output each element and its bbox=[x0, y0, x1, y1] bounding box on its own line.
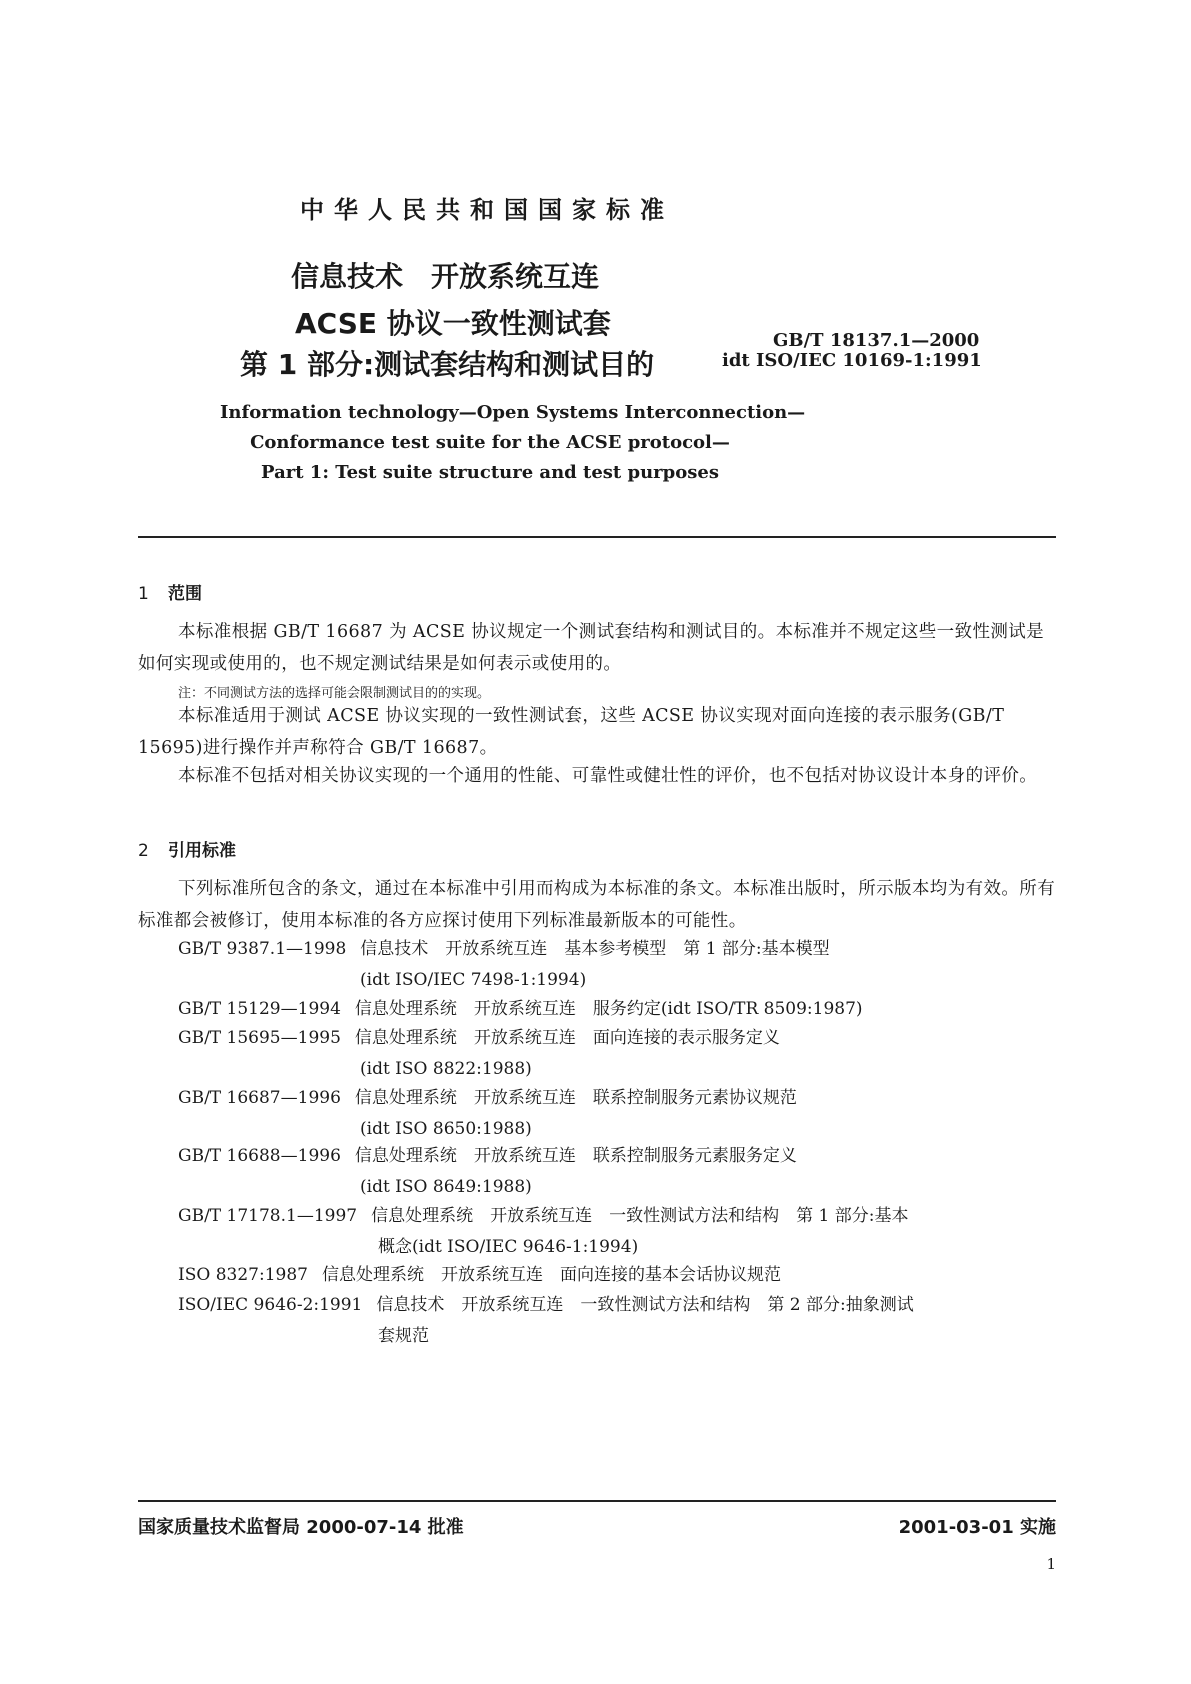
title-en-line-2: Conformance test suite for the ACSE protocol— bbox=[250, 432, 730, 453]
title-en-line-3: Part 1: Test suite structure and test purposes bbox=[261, 462, 719, 483]
reference-item bbox=[178, 1201, 1056, 1257]
scope-note: 注：不同测试方法的选择可能会限制测试目的的实现。 bbox=[178, 686, 491, 701]
reference-title: 信息技术 开放系统互连 基本参考模型 第 1 部分:基本模型 bbox=[360, 939, 830, 959]
reference-title: 信息处理系统 开放系统互连 联系控制服务元素服务定义 bbox=[354, 1146, 797, 1166]
reference-title: 信息处理系统 开放系统互连 一致性测试方法和结构 第 1 部分:基本 bbox=[371, 1206, 909, 1226]
references-intro: 下列标准所包含的条文，通过在本标准中引用而构成为本标准的条文。本标准出版时，所示版本均为有效。所有标准都会被修订，使用本标准的各方应探讨使用下列标准最新版本的可能性。 bbox=[138, 879, 1056, 931]
identical-standard: idt ISO/IEC 10169-1:1991 bbox=[722, 350, 982, 371]
reference-continuation: (idt ISO 8649:1988) bbox=[360, 1177, 532, 1197]
reference-code: GB/T 15695—1995 bbox=[178, 1028, 341, 1048]
title-cn-line-1: 信息技术 开放系统互连 bbox=[291, 260, 600, 293]
section-2-number: 2 bbox=[138, 841, 149, 861]
approval-line: 国家质量技术监督局 2000-07-14 批准 bbox=[138, 1517, 464, 1538]
reference-title: 信息处理系统 开放系统互连 面向连接的基本会话协议规范 bbox=[321, 1265, 781, 1285]
section-1-title: 范围 bbox=[168, 584, 202, 604]
reference-code: GB/T 17178.1—1997 bbox=[178, 1206, 358, 1226]
reference-code: GB/T 16688—1996 bbox=[178, 1146, 341, 1166]
reference-code: GB/T 9387.1—1998 bbox=[178, 939, 347, 959]
reference-item bbox=[178, 934, 1056, 990]
reference-continuation: 套规范 bbox=[378, 1326, 429, 1346]
reference-title: 信息处理系统 开放系统互连 面向连接的表示服务定义 bbox=[354, 1028, 780, 1048]
scope-paragraph-2: 本标准适用于测试 ACSE 协议实现的一致性测试套，这些 ACSE 协议实现对面向连接的表示服务(GB/T 15695)进行操作并声称符合 GB/T 16687。 bbox=[138, 706, 1005, 758]
reference-item bbox=[178, 1260, 1056, 1291]
reference-code: ISO 8327:1987 bbox=[178, 1265, 308, 1285]
reference-code: GB/T 16687—1996 bbox=[178, 1088, 341, 1108]
section-2-heading bbox=[138, 836, 236, 861]
reference-item bbox=[178, 994, 1056, 1025]
scope-paragraph-3: 本标准不包括对相关协议实现的一个通用的性能、可靠性或健壮性的评价，也不包括对协议设计本身的评价。 bbox=[178, 766, 1038, 786]
section-2-title: 引用标准 bbox=[168, 841, 236, 861]
reference-code: GB/T 15129—1994 bbox=[178, 999, 341, 1019]
reference-item bbox=[178, 1083, 1056, 1139]
section-1-heading bbox=[138, 579, 202, 604]
reference-item bbox=[178, 1023, 1056, 1079]
section-1-number: 1 bbox=[138, 584, 149, 604]
reference-item bbox=[178, 1290, 1056, 1346]
header-divider bbox=[138, 536, 1056, 538]
scope-paragraph-1: 本标准根据 GB/T 16687 为 ACSE 协议规定一个测试套结构和测试目的。本标准并不规定这些一致性测试是如何实现或使用的，也不规定测试结果是如何表示或使用的。 bbox=[138, 622, 1045, 674]
reference-title: 信息处理系统 开放系统互连 联系控制服务元素协议规范 bbox=[354, 1088, 797, 1108]
standard-code: GB/T 18137.1—2000 bbox=[773, 330, 980, 351]
reference-title: 信息技术 开放系统互连 一致性测试方法和结构 第 2 部分:抽象测试 bbox=[376, 1295, 914, 1315]
title-cn-line-2: ACSE 协议一致性测试套 bbox=[295, 307, 611, 340]
title-en-line-1: Information technology—Open Systems Interconnection— bbox=[220, 402, 806, 423]
reference-item bbox=[178, 1141, 1056, 1197]
national-standard-heading: 中华人民共和国国家标准 bbox=[300, 196, 674, 224]
reference-title: 信息处理系统 开放系统互连 服务约定(idt ISO/TR 8509:1987) bbox=[354, 999, 863, 1019]
title-cn-line-3: 第 1 部分:测试套结构和测试目的 bbox=[240, 348, 655, 381]
reference-continuation: (idt ISO 8650:1988) bbox=[360, 1119, 532, 1139]
reference-code: ISO/IEC 9646-2:1991 bbox=[178, 1295, 363, 1315]
page-number: 1 bbox=[1046, 1555, 1056, 1573]
reference-continuation: (idt ISO/IEC 7498-1:1994) bbox=[360, 970, 587, 990]
reference-continuation: 概念(idt ISO/IEC 9646-1:1994) bbox=[378, 1237, 639, 1257]
reference-continuation: (idt ISO 8822:1988) bbox=[360, 1059, 532, 1079]
footer-divider bbox=[138, 1500, 1056, 1502]
implementation-date: 2001-03-01 实施 bbox=[898, 1517, 1056, 1538]
